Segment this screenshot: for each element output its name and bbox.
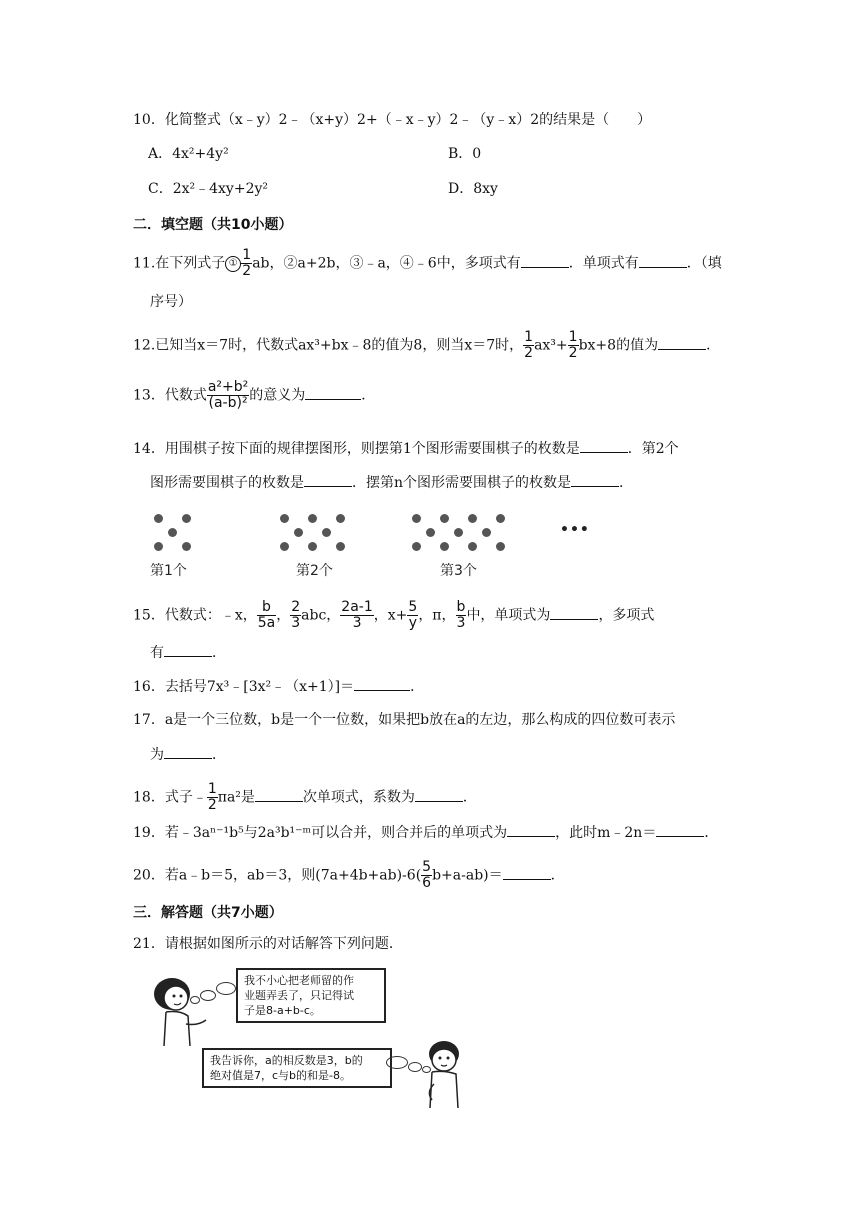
q15-t4: ，π， bbox=[418, 607, 456, 624]
section-2-heading: 二．填空题（共10小题） bbox=[133, 217, 293, 233]
denominator: 2 bbox=[207, 797, 217, 813]
numerator: 1 bbox=[524, 329, 534, 345]
q14-l1b: ．第2个 bbox=[627, 441, 679, 457]
q20-pre: 20．若a﹣b＝5，ab＝3，则(7a+4b+ab)-6( bbox=[133, 867, 422, 884]
denominator: 3 bbox=[352, 615, 362, 631]
q15-t2: abc， bbox=[301, 607, 341, 624]
girl-speech-box bbox=[236, 968, 386, 1023]
ellipsis: ••• bbox=[560, 522, 590, 538]
q11-post: ．（填 bbox=[686, 255, 722, 272]
circled-1: ① bbox=[225, 256, 241, 272]
q18-pre: 18．式子﹣ bbox=[133, 789, 207, 806]
q13-pre: 13．代数式 bbox=[133, 387, 207, 404]
q14-l2a: 图形需要围棋子的枚数是 bbox=[150, 475, 304, 491]
girl-text-line: 子是8-a+b-c。 bbox=[244, 1004, 321, 1017]
q13-end: ． bbox=[361, 387, 376, 404]
question-14-line-2 bbox=[150, 472, 633, 493]
q18-mid: πa²是 bbox=[217, 789, 255, 806]
boy-text-line: 我告诉你，a的相反数是3，b的 bbox=[210, 1054, 363, 1067]
thought-bubble-dot bbox=[386, 1056, 408, 1069]
q10-option-b: B．0 bbox=[448, 146, 482, 162]
question-20 bbox=[133, 860, 565, 891]
numerator: 5 bbox=[408, 599, 418, 615]
q12-mid: ax³+ bbox=[534, 337, 568, 354]
go-stone bbox=[322, 528, 331, 537]
numerator: 2 bbox=[291, 599, 301, 615]
go-stone bbox=[496, 542, 505, 551]
caption-figure-2: 第2个 bbox=[296, 563, 333, 579]
go-stone bbox=[454, 528, 463, 537]
q12-pre: 12.已知当x＝7时，代数式ax³+bx﹣8的值为8，则当x＝7时， bbox=[133, 337, 524, 354]
denominator: 2 bbox=[524, 345, 534, 361]
q15-cont: 有 bbox=[150, 645, 164, 661]
q15-fraction-2 bbox=[290, 600, 301, 631]
q18-mid2: 次单项式，系数为 bbox=[302, 789, 415, 806]
thought-bubble-dot bbox=[408, 1062, 422, 1072]
q12-fraction bbox=[523, 330, 534, 361]
q15-continuation: 有 ． bbox=[150, 642, 226, 663]
denominator: (a-b)² bbox=[208, 395, 248, 411]
question-10-stem: 10．化简整式（x﹣y）2﹣（x+y）2+（﹣x﹣y）2﹣（y﹣x）2的结果是（ ） bbox=[133, 112, 652, 128]
q19-pre: 19．若﹣3aⁿ⁻¹b⁵与2a³b¹⁻ᵐ可以合并，则合并后的单项式为 bbox=[133, 825, 508, 841]
go-stone bbox=[496, 514, 505, 523]
go-stone bbox=[336, 514, 345, 523]
answer-blank[interactable] bbox=[639, 253, 687, 268]
answer-blank[interactable] bbox=[164, 744, 212, 759]
q15-pre: 15．代数式：﹣x， bbox=[133, 607, 257, 624]
answer-blank[interactable] bbox=[503, 865, 551, 880]
q17-cont: 为 bbox=[150, 747, 164, 763]
go-stone bbox=[280, 514, 289, 523]
q10-option-c: C．2x²﹣4xy+2y² bbox=[148, 181, 268, 197]
q11-mid2: ．单项式有 bbox=[568, 255, 639, 272]
numerator: 5 bbox=[422, 859, 432, 875]
denominator: 2 bbox=[242, 263, 252, 279]
thought-bubble-dot bbox=[200, 990, 216, 1001]
q19-mid: ，此时m﹣2n＝ bbox=[555, 825, 657, 841]
boy-speech-box bbox=[202, 1048, 392, 1088]
q19-post: ． bbox=[704, 825, 719, 841]
q10-option-d: D．8xy bbox=[448, 181, 498, 197]
q15-fraction-3 bbox=[340, 600, 373, 631]
q14-l1a: 14．用围棋子按下面的规律摆图形，则摆第1个图形需要围棋子的枚数是 bbox=[133, 441, 580, 457]
q11-continuation: 序号） bbox=[150, 294, 192, 310]
q16-pre: 16．去括号7x³﹣[3x²﹣（x+1）]＝ bbox=[133, 679, 355, 695]
q13-post: 的意义为 bbox=[249, 387, 306, 404]
denominator: y bbox=[408, 615, 417, 631]
go-stone bbox=[154, 514, 163, 523]
go-stone bbox=[468, 542, 477, 551]
q17-continuation: 为 ． bbox=[150, 744, 226, 765]
denominator: 2 bbox=[568, 345, 578, 361]
numerator: b bbox=[456, 599, 466, 615]
boy-illustration-icon bbox=[422, 1036, 470, 1112]
go-stone bbox=[182, 542, 191, 551]
go-stone bbox=[482, 528, 491, 537]
thought-bubble-dot bbox=[216, 982, 236, 995]
girl-text-line: 业题弄丢了，只记得试 bbox=[244, 989, 354, 1002]
answer-blank[interactable] bbox=[580, 438, 628, 453]
go-stone bbox=[336, 542, 345, 551]
section-3-heading: 三．解答题（共7小题） bbox=[133, 905, 283, 921]
answer-blank[interactable] bbox=[415, 787, 463, 802]
answer-blank[interactable] bbox=[304, 472, 352, 487]
go-stone bbox=[412, 514, 421, 523]
q20-fraction bbox=[421, 860, 432, 891]
go-stone bbox=[468, 514, 477, 523]
go-stone-pattern-figure bbox=[148, 508, 608, 582]
q11-fraction bbox=[241, 248, 252, 279]
question-15: 15．代数式：﹣x， $\frac{b}{5a}$ ， $\frac{2}{3}$ abc， $\frac{2a-1}{3}$ ，x+ $\frac{5}{y}$ ，π， $\frac{b}{3}$ 中，单项式为 ，多项式 bbox=[133, 599, 655, 631]
numerator: a²+b² bbox=[207, 379, 249, 395]
caption-figure-1: 第1个 bbox=[150, 563, 187, 579]
q18-post: ． bbox=[462, 789, 477, 806]
question-18 bbox=[133, 782, 477, 813]
q11-pre: 11.在下列式子 bbox=[133, 255, 226, 272]
numerator: 1 bbox=[242, 247, 252, 263]
answer-blank[interactable] bbox=[656, 822, 704, 837]
go-stone bbox=[440, 542, 449, 551]
q16-post: ． bbox=[410, 679, 425, 695]
q14-l2c: ． bbox=[619, 475, 634, 491]
thought-bubble-dot bbox=[190, 996, 200, 1004]
question-13 bbox=[133, 380, 375, 411]
q20-mid: b+a-ab)＝ bbox=[432, 867, 503, 884]
q10-option-a: A．4x²+4y² bbox=[148, 146, 229, 162]
question-14-line-1 bbox=[133, 438, 679, 459]
answer-blank[interactable] bbox=[521, 253, 569, 268]
answer-blank[interactable] bbox=[164, 642, 212, 657]
answer-blank[interactable] bbox=[507, 822, 555, 837]
answer-blank[interactable] bbox=[255, 787, 303, 802]
go-stone bbox=[308, 514, 317, 523]
numerator: 1 bbox=[207, 781, 217, 797]
go-stone bbox=[280, 542, 289, 551]
denominator: 5a bbox=[257, 615, 276, 631]
question-17: 17．a是一个三位数，b是一个一位数，如果把b放在a的左边，那么构成的四位数可表示 bbox=[133, 712, 676, 728]
q20-post: ． bbox=[550, 867, 565, 884]
numerator: b bbox=[257, 600, 277, 616]
question-16 bbox=[133, 676, 424, 697]
girl-text-line: 我不小心把老师留的作 bbox=[244, 974, 354, 987]
q13-fraction bbox=[207, 380, 249, 411]
q11-mid: ab，②a+2b，③﹣a，④﹣6中，多项式有 bbox=[252, 255, 521, 272]
denominator: 3 bbox=[456, 615, 466, 631]
q15-fraction-1 bbox=[257, 600, 277, 631]
go-stone bbox=[440, 514, 449, 523]
q18-fraction bbox=[207, 782, 218, 813]
denominator: 6 bbox=[422, 875, 432, 891]
q15-fraction-4 bbox=[407, 600, 418, 631]
go-stone bbox=[154, 542, 163, 551]
question-21-stem: 21．请根据如图所示的对话解答下列问题． bbox=[133, 936, 403, 952]
go-stone bbox=[294, 528, 303, 537]
q15-fraction-5 bbox=[456, 600, 467, 631]
dialogue-illustration bbox=[150, 966, 470, 1112]
caption-figure-3: 第3个 bbox=[440, 563, 477, 579]
answer-blank[interactable] bbox=[571, 472, 619, 487]
numerator: 1 bbox=[568, 329, 578, 345]
q12-mid2: bx+8的值为 bbox=[578, 337, 659, 354]
q12-fraction-2 bbox=[568, 330, 579, 361]
denominator: 3 bbox=[291, 615, 301, 631]
question-19 bbox=[133, 822, 718, 843]
numerator: 2a-1 bbox=[341, 599, 373, 615]
q15-t3: x+ bbox=[387, 607, 408, 624]
go-stone bbox=[168, 528, 177, 537]
answer-blank[interactable] bbox=[658, 335, 706, 350]
go-stone bbox=[412, 542, 421, 551]
question-11 bbox=[133, 248, 722, 279]
q15-post2: ，多项式 bbox=[598, 607, 655, 624]
question-12 bbox=[133, 330, 720, 361]
girl-illustration-icon bbox=[150, 970, 220, 1050]
q14-l2b: ．摆第n个图形需要围棋子的枚数是 bbox=[352, 475, 572, 491]
boy-text-line: 绝对值是7，c与b的和是-8。 bbox=[210, 1069, 351, 1082]
go-stone bbox=[182, 514, 191, 523]
go-stone bbox=[308, 542, 317, 551]
go-stone bbox=[426, 528, 435, 537]
q15-post: 中，单项式为 bbox=[466, 607, 551, 624]
answer-blank[interactable] bbox=[354, 676, 410, 691]
answer-blank[interactable] bbox=[305, 385, 361, 400]
answer-blank[interactable] bbox=[550, 605, 598, 620]
q12-post: ． bbox=[706, 337, 721, 354]
